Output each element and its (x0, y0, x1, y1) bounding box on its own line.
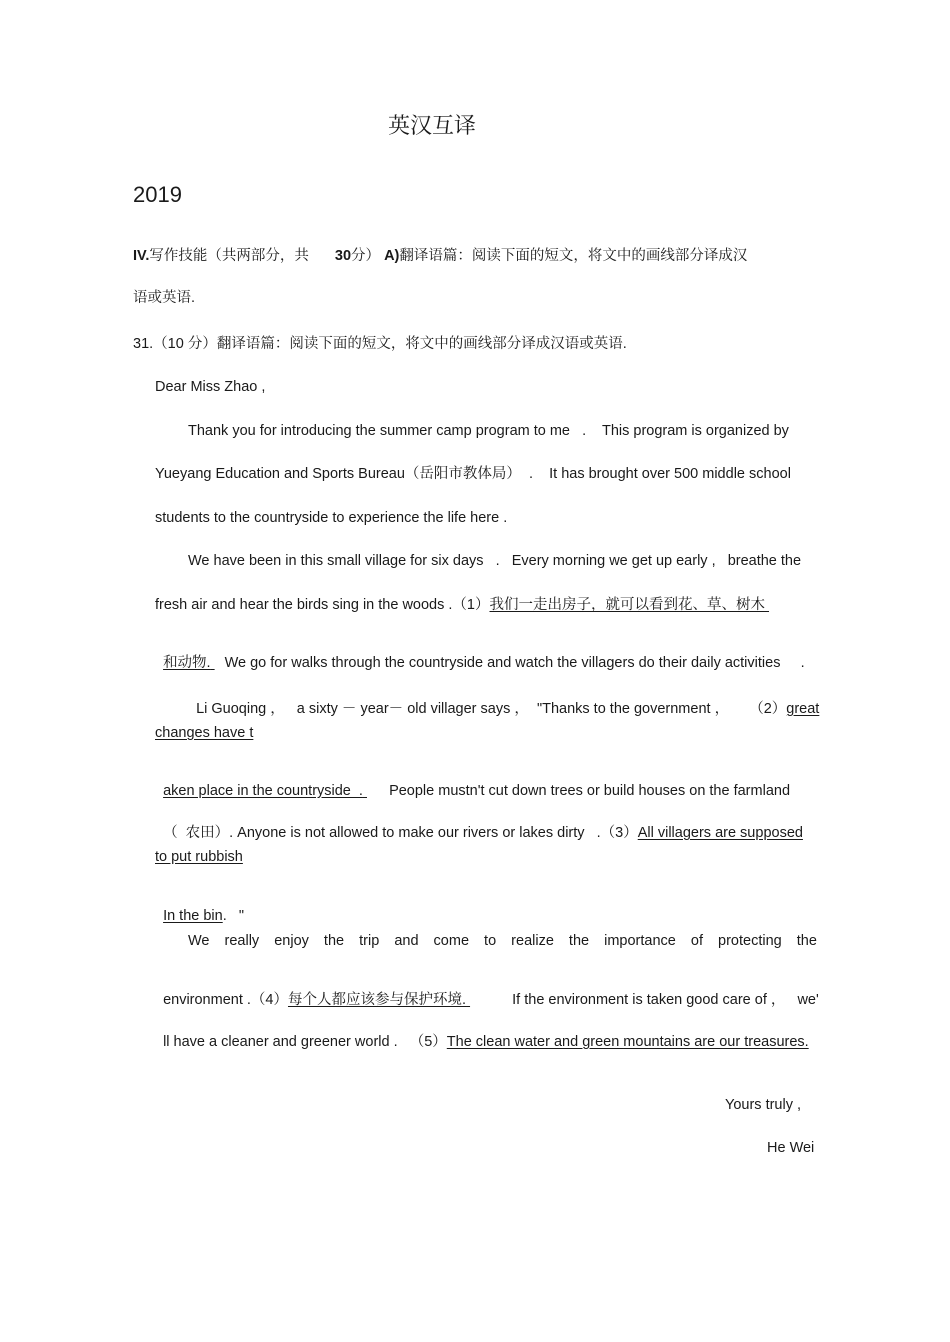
underlined-blank-2-cont: changes have t (155, 725, 254, 741)
paragraph-3-line-6 (155, 889, 244, 925)
underlined-blank-2-end: aken place in the countryside . (163, 783, 363, 799)
underlined-blank-3-end: In the bin (163, 908, 223, 924)
year-heading: 2019 (133, 182, 182, 207)
underlined-blank-2: great (786, 701, 820, 717)
word: trip (359, 933, 380, 949)
letter-signature: He Wei (767, 1140, 815, 1156)
underlined-blank-3: All villagers are supposed (637, 825, 803, 841)
paragraph-3-quote-end: . " (222, 908, 244, 924)
paragraph-2-text: fresh air and hear the birds sing in the woods .（1） (155, 597, 490, 613)
underlined-blank-3-cont: to put rubbish (155, 849, 243, 865)
word: of (690, 933, 703, 949)
letter-closing: Yours truly , (725, 1097, 802, 1113)
paragraph-2-text-end: We go for walks through the countryside and watch the villagers do their daily activities . (224, 655, 805, 671)
word: importance (604, 933, 676, 949)
word: enjoy (274, 933, 309, 949)
underline-pad (211, 654, 225, 672)
word: really (224, 933, 260, 949)
paragraph-4-line-2 (155, 973, 819, 1009)
word: realize (511, 933, 554, 949)
letter-greeting: Dear Miss Zhao , (155, 379, 266, 395)
paragraph-2-line-2 (155, 596, 791, 614)
paragraph-3-line-3 (155, 764, 790, 800)
paragraph-2-line-1: We have been in this small village for six days . Every morning we get up early , breathe the (188, 553, 802, 569)
question-instruction: 31.（10 分）翻译语篇：阅读下面的短文，将文中的画线部分译成汉语或英语. (133, 336, 627, 352)
underline-pad (363, 782, 377, 800)
word: We (188, 933, 210, 949)
word: the (323, 933, 345, 949)
section-text-3: 翻译语篇：阅读下面的短文，将文中的画线部分译成汉 (399, 248, 748, 264)
underline-pad (466, 991, 496, 1009)
word: the (568, 933, 590, 949)
paragraph-3-line-5 (155, 848, 243, 866)
section-points: 30 (334, 248, 352, 264)
paragraph-3-line-4 (155, 806, 803, 842)
section-label: IV. (133, 248, 150, 264)
paragraph-3-text-3: （ 农田）. Anyone is not allowed to make our rivers or lakes dirty .（3） (163, 825, 638, 841)
section-text-2: 分） (351, 248, 381, 264)
page-title: 英汉互译 (388, 114, 477, 139)
word: the (796, 933, 817, 949)
paragraph-4-line-3 (155, 1015, 809, 1051)
word: to (484, 933, 497, 949)
section-heading (133, 247, 747, 265)
paragraph-4-text-3: ll have a cleaner and greener world . （5） (163, 1034, 447, 1050)
paragraph-4-text-2: If the environment is taken good care of ， we' (512, 992, 819, 1008)
section-text-1: 写作技能（共两部分，共 (149, 248, 309, 264)
underlined-blank-1-end: 和动物. (163, 655, 211, 671)
paragraph-3-text-2: People mustn't cut down trees or build houses on the farmland (389, 783, 791, 799)
section-part: A) (384, 248, 400, 264)
word: come (433, 933, 470, 949)
paragraph-4-text: environment .（4） (163, 992, 288, 1008)
paragraph-3-line-1 (188, 682, 819, 718)
underlined-blank-5: The clean water and green mountains are our treasures. (446, 1034, 809, 1050)
section-text-continued: 语或英语. (133, 290, 196, 306)
paragraph-1-line-1: Thank you for introducing the summer camp program to me . This program is organized by (188, 423, 789, 439)
word: and (394, 933, 419, 949)
underline-pad (765, 596, 791, 614)
paragraph-1-line-3: students to the countryside to experience the life here . (155, 510, 508, 526)
paragraph-3-line-2 (155, 724, 253, 742)
word: protecting (718, 933, 782, 949)
underlined-blank-1: 我们一走出房子，就可以看到花、草、树木 (489, 597, 765, 613)
underlined-blank-4: 每个人都应该参与保护环境. (287, 992, 467, 1008)
paragraph-4-line-1 (188, 932, 817, 950)
paragraph-3-text: Li Guoqing ， a sixty － year－ old villager says ， "Thanks to the government ， （2） (196, 701, 787, 717)
paragraph-2-line-3 (155, 636, 805, 672)
paragraph-1-line-2: Yueyang Education and Sports Bureau（岳阳市教体局） . It has brought over 500 middle school (155, 466, 791, 482)
